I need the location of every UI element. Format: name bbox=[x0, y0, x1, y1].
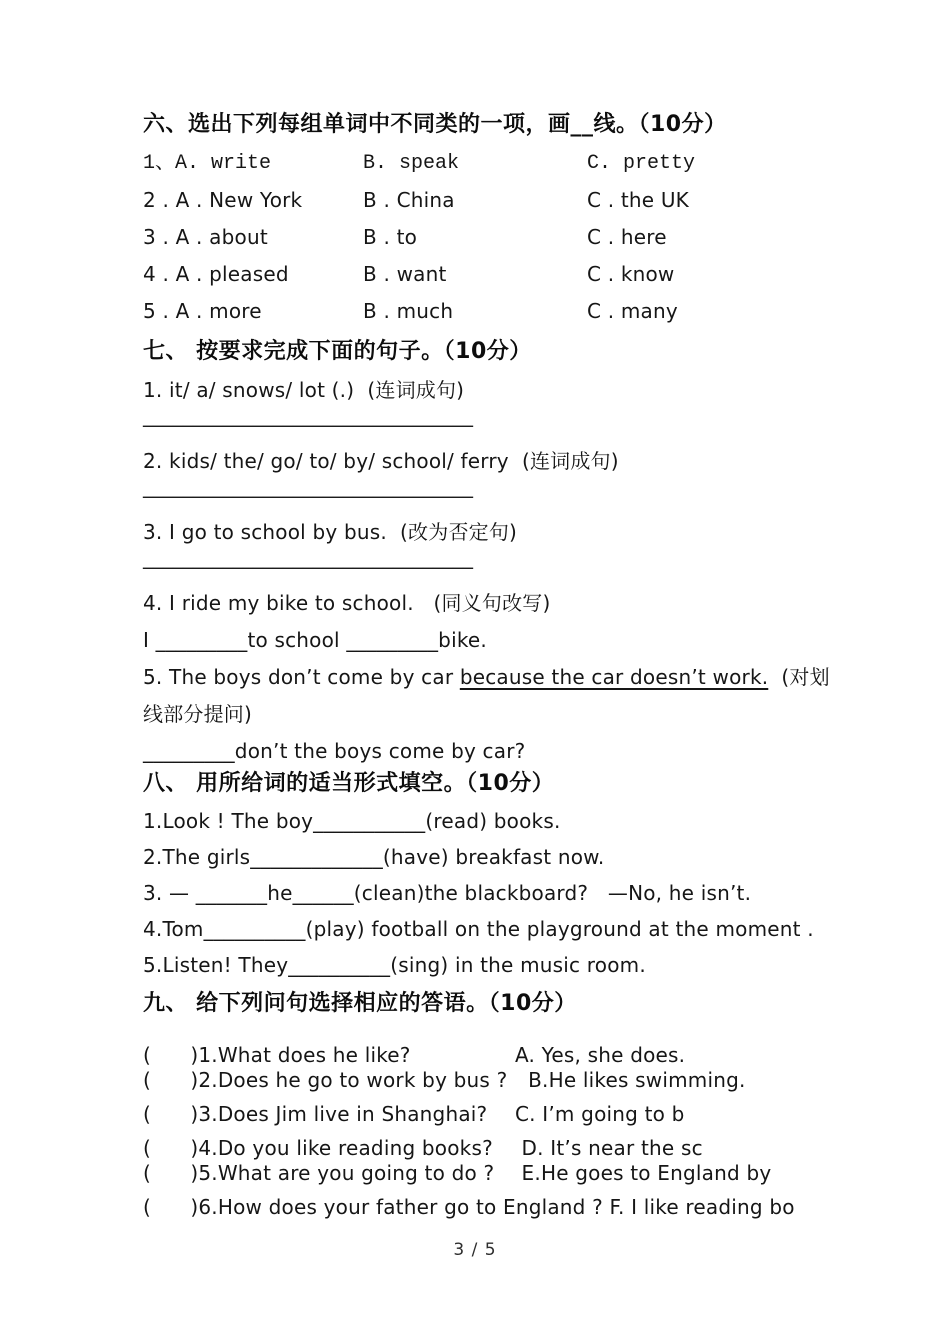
word-group-row-2 bbox=[143, 189, 843, 212]
rewrite-item-4-answer: I _________to school _________bike. bbox=[143, 628, 487, 652]
item-5-pre: 5. The boys don’t come by car bbox=[143, 665, 460, 689]
word-group-row-3 bbox=[143, 226, 843, 249]
option-a-cell: 4 . A . pleased bbox=[143, 262, 289, 286]
match-answer: E.He goes to England by bbox=[515, 1161, 772, 1185]
option-c-cell: C . know bbox=[587, 262, 675, 286]
section-seven-sentence-rewrite bbox=[143, 339, 843, 763]
option-a-cell: 5 . A . more bbox=[143, 299, 262, 323]
match-answer: B.He likes swimming. bbox=[515, 1068, 746, 1092]
fill-blank-item-2: 2.The girls_____________(have) breakfast now. bbox=[143, 845, 605, 869]
section-nine-title: 九、 给下列问句选择相应的答语。（10分） bbox=[143, 991, 577, 1016]
word-group-row-5 bbox=[143, 300, 843, 323]
rewrite-item-5-wrap: 线部分提问) bbox=[143, 702, 253, 726]
option-a-cell: 3 . A . about bbox=[143, 225, 268, 249]
option-c-cell: C . here bbox=[587, 225, 667, 249]
match-question: ( )4.Do you like reading books? bbox=[143, 1136, 493, 1160]
fill-blank-item-3: 3. — _______he______(clean)the blackboard? —No, he isn’t. bbox=[143, 881, 752, 905]
match-answer: A. Yes, she does. bbox=[515, 1043, 686, 1067]
answer-line: _________________________________ bbox=[143, 545, 473, 569]
match-question: ( )5.What are you going to do ? bbox=[143, 1161, 495, 1185]
word-group-row-4 bbox=[143, 263, 843, 286]
option-a-cell: 1、A. write bbox=[143, 152, 272, 175]
rewrite-item-3: 3. I go to school by bus. (改为否定句) bbox=[143, 520, 518, 544]
match-question: ( )3.Does Jim live in Shanghai? bbox=[143, 1102, 488, 1126]
option-b-cell: B. speak bbox=[363, 152, 460, 175]
rewrite-item-5-answer: _________don’t the boys come by car? bbox=[143, 739, 526, 763]
section-eight-fill-blank bbox=[143, 771, 843, 977]
section-six-odd-one-out bbox=[143, 112, 843, 323]
match-question: ( )1.What does he like? bbox=[143, 1043, 411, 1067]
option-c-cell: C. pretty bbox=[587, 152, 696, 175]
match-answer: C. I’m going to b bbox=[515, 1102, 685, 1126]
option-a-cell: 2 . A . New York bbox=[143, 188, 303, 212]
answer-line: _________________________________ bbox=[143, 403, 473, 427]
option-b-cell: B . China bbox=[363, 188, 455, 212]
match-row-6 bbox=[143, 1195, 843, 1220]
section-nine-matching bbox=[143, 991, 843, 1220]
fill-blank-item-5: 5.Listen! They__________(sing) in the music room. bbox=[143, 953, 646, 977]
match-row-2 bbox=[143, 1068, 843, 1093]
fill-blank-item-1: 1.Look ! The boy___________(read) books. bbox=[143, 809, 561, 833]
exam-body bbox=[143, 112, 843, 1220]
match-row-5 bbox=[143, 1161, 843, 1186]
option-b-cell: B . much bbox=[363, 299, 454, 323]
match-question: ( )2.Does he go to work by bus ? bbox=[143, 1068, 508, 1092]
word-group-row-1 bbox=[143, 152, 843, 175]
option-b-cell: B . want bbox=[363, 262, 447, 286]
fill-blank-item-4: 4.Tom__________(play) football on the playground at the moment . bbox=[143, 917, 814, 941]
match-answer: F. I like reading bo bbox=[602, 1195, 795, 1219]
item-5-underlined-phrase: because the car doesn’t work. bbox=[459, 665, 769, 689]
rewrite-item-2: 2. kids/ the/ go/ to/ by/ school/ ferry (连词成句) bbox=[143, 449, 619, 473]
rewrite-item-5 bbox=[143, 666, 843, 689]
option-b-cell: B . to bbox=[363, 225, 418, 249]
rewrite-item-4: 4. I ride my bike to school. (同义句改写) bbox=[143, 591, 551, 615]
section-six-title: 六、选出下列每组单词中不同类的一项，画__线。（10分） bbox=[143, 112, 727, 137]
section-seven-title: 七、 按要求完成下面的句子。（10分） bbox=[143, 339, 532, 364]
match-row-1 bbox=[143, 1043, 843, 1068]
match-row-4 bbox=[143, 1136, 843, 1161]
match-row-3 bbox=[143, 1102, 843, 1127]
section-eight-title: 八、 用所给词的适当形式填空。（10分） bbox=[143, 771, 555, 796]
rewrite-item-1: 1. it/ a/ snows/ lot (.) (连词成句) bbox=[143, 378, 465, 402]
match-question: ( )6.How does your father go to England ? bbox=[143, 1195, 603, 1219]
item-5-tail: (对划 bbox=[768, 665, 830, 689]
match-answer: D. It’s near the sc bbox=[515, 1136, 703, 1160]
answer-line: _________________________________ bbox=[143, 474, 473, 498]
page-number: 3 / 5 bbox=[453, 1240, 497, 1260]
option-c-cell: C . many bbox=[587, 299, 678, 323]
option-c-cell: C . the UK bbox=[587, 188, 689, 212]
